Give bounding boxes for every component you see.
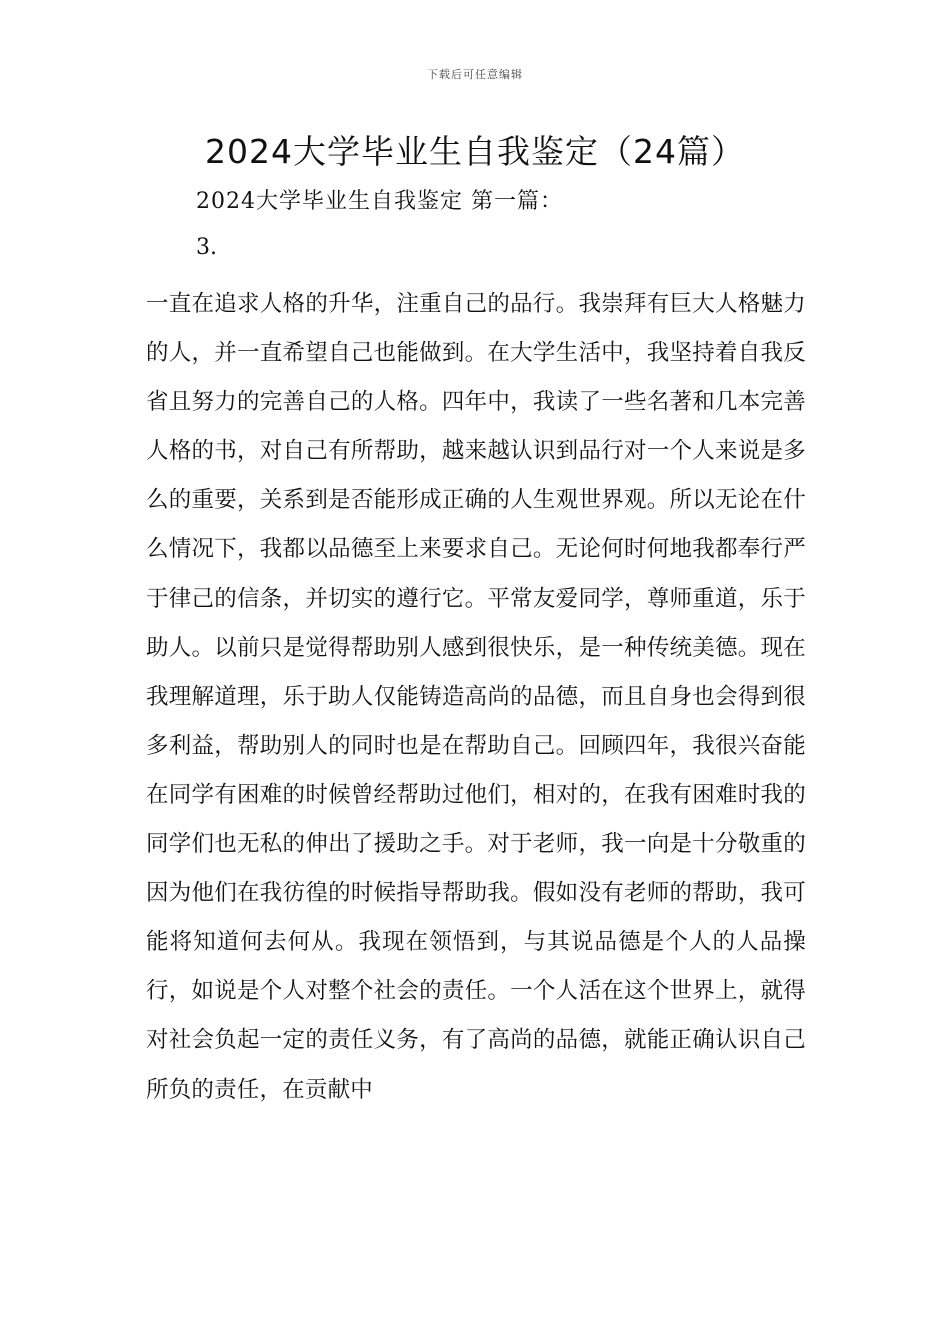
body-paragraph: 一直在追求人格的升华，注重自己的品行。我崇拜有巨大人格魅力的人，并一直希望自己也能做到。在大学生活中，我坚持着自我反省且努力的完善自己的人格。四年中，我读了一些名著和几本完善人格的书，对自己有所帮助，越来越认识到品行对一个人来说是多么的重要，关系到是否能形成正确的人生观世界观。所以无论在什么情况下，我都以品德至上来要求自己。无论何时何地我都奉行严于律己的信条，并切实的遵行它。平常友爱同学，尊师重道，乐于助人。以前只是觉得帮助别人感到很快乐，是一种传统美德。现在我理解道理，乐于助人仅能铸造高尚的品德，而且自身也会得到很多利益，帮助别人的同时也是在帮助自己。回顾四年，我很兴奋能在同学有困难的时候曾经帮助过他们，相对的，在我有困难时我的同学们也无私的伸出了援助之手。对于老师，我一向是十分敬重的因为他们在我彷徨的时候指导帮助我。假如没有老师的帮助，我可能将知道何去何从。我现在领悟到，与其说品德是个人的人品操行，如说是个人对整个社会的责任。一个人活在这个世界上，就得对社会负起一定的责任义务，有了高尚的品德，就能正确认识自己所负的责任，在贡献中 — [146, 291, 806, 1103]
document-title: 2024大学毕业生自我鉴定（24篇） — [205, 132, 745, 171]
section-heading: 2024大学毕业生自我鉴定 第一篇： — [196, 189, 563, 214]
page-header-note: 下载后可任意编辑 — [427, 68, 523, 81]
item-number: 3. — [196, 235, 217, 260]
